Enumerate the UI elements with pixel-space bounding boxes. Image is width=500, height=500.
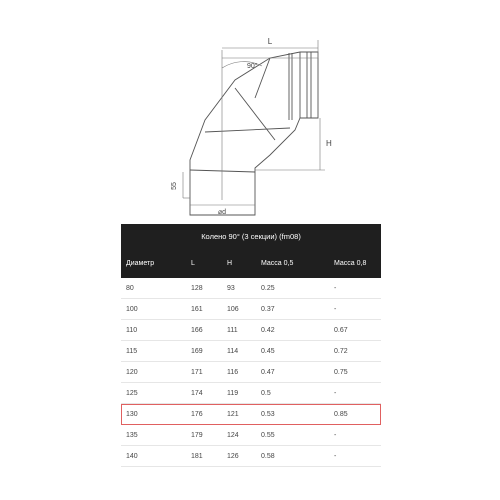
- table-cell: 0.5: [261, 390, 271, 397]
- table-cell: 161: [191, 306, 203, 313]
- table-cell: 115: [126, 348, 138, 355]
- header-h: H: [227, 260, 233, 267]
- table-cell: 126: [227, 453, 239, 460]
- table-cell: 124: [227, 432, 239, 439]
- table-cell: 125: [126, 390, 138, 397]
- table-header-row: [121, 250, 381, 278]
- table-cell: 106: [227, 306, 239, 313]
- dimension-label-h: H: [326, 139, 332, 148]
- table-cell: 169: [191, 348, 203, 355]
- table-cell: 176: [191, 411, 203, 418]
- table-cell: 0.25: [261, 285, 275, 292]
- table-row: [121, 278, 381, 299]
- seam-line: [205, 128, 290, 132]
- table-cell: 0.58: [261, 453, 275, 460]
- table-cell: 135: [126, 432, 138, 439]
- table-cell: 116: [227, 369, 239, 376]
- table-cell: 171: [191, 369, 203, 376]
- table-cell: 120: [126, 369, 138, 376]
- table-cell: 121: [227, 411, 239, 418]
- table-cell: 100: [126, 306, 138, 313]
- dimension-label-55: 55: [171, 182, 178, 190]
- table-cell: 0.53: [261, 411, 275, 418]
- table-cell: 114: [227, 348, 239, 355]
- table-cell: -: [334, 390, 337, 397]
- table-cell: 0.67: [334, 327, 348, 334]
- elbow-technical-drawing: [0, 0, 500, 222]
- header-l: L: [191, 260, 195, 267]
- table-cell: -: [334, 285, 337, 292]
- table-cell: -: [334, 453, 337, 460]
- seam-line: [235, 88, 275, 140]
- table-cell: 0.47: [261, 369, 275, 376]
- table-cell: 110: [126, 327, 138, 334]
- table-cell: 119: [227, 390, 239, 397]
- table-row: [121, 299, 381, 320]
- table-row: [121, 425, 381, 446]
- table-cell: 130: [126, 411, 138, 418]
- table-cell: 80: [126, 285, 134, 292]
- table-cell: -: [334, 306, 337, 313]
- table-cell: 93: [227, 285, 235, 292]
- table-cell: 174: [191, 390, 203, 397]
- table-row: [121, 446, 381, 467]
- dimension-label-diameter: ⌀d: [217, 209, 227, 216]
- table-row: [121, 341, 381, 362]
- specification-table: [121, 224, 381, 467]
- header-diameter: Диаметр: [126, 260, 155, 267]
- table-cell: 0.45: [261, 348, 275, 355]
- table-cell: 179: [191, 432, 203, 439]
- table-row: [121, 404, 381, 425]
- table-cell: 0.72: [334, 348, 348, 355]
- table-row: [121, 362, 381, 383]
- table-cell: 140: [126, 453, 138, 460]
- table-body: [121, 278, 381, 467]
- table-cell: 181: [191, 453, 203, 460]
- table-cell: 0.85: [334, 411, 348, 418]
- header-mass-08: Масса 0,8: [334, 260, 367, 267]
- dimension-label-angle: 90°: [247, 63, 258, 70]
- table-cell: 0.75: [334, 369, 348, 376]
- table-row: [121, 383, 381, 404]
- table-row: [121, 320, 381, 341]
- header-mass-05: Масса 0,5: [261, 260, 294, 267]
- table-cell: 0.37: [261, 306, 275, 313]
- table-cell: 111: [227, 327, 238, 334]
- table-cell: 128: [191, 285, 203, 292]
- dimension-label-l: L: [267, 37, 273, 46]
- table-cell: 0.55: [261, 432, 275, 439]
- table-cell: 166: [191, 327, 203, 334]
- seam-line: [190, 170, 255, 172]
- table-title: Колено 90° (3 секции) (fm08): [121, 224, 381, 250]
- elbow-outline: [190, 52, 318, 215]
- table-cell: -: [334, 432, 337, 439]
- table-cell: 0.42: [261, 327, 275, 334]
